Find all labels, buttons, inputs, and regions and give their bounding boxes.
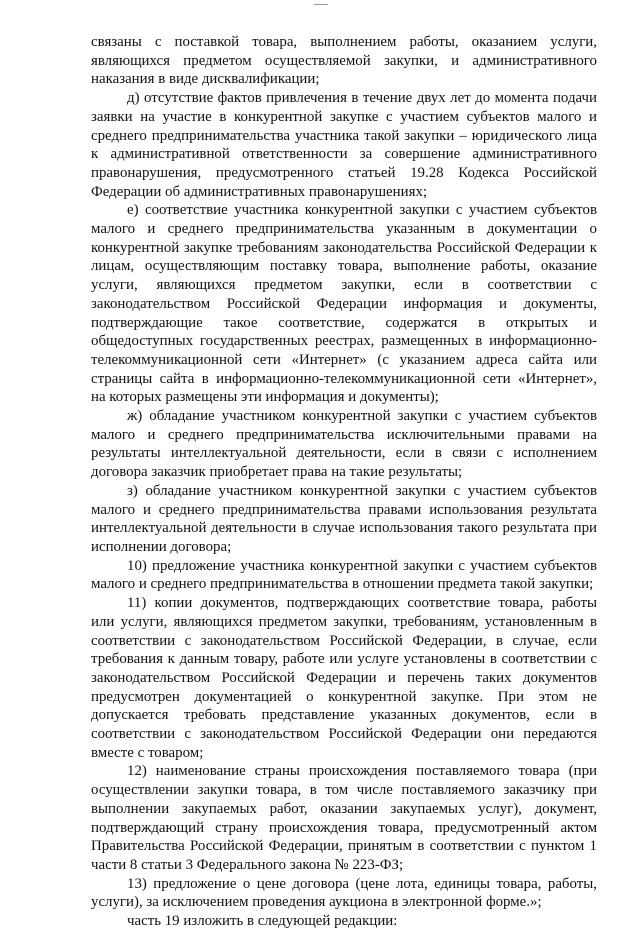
paragraph-continuation: связаны с поставкой товара, выполнением работы, оказанием услуги, являющихся предметом осуществляемой закупки, и административного наказания в виде дисквалификации;: [91, 34, 597, 88]
paragraph-13: 13) предложение о цене договора (цене лота, единицы товара, работы, услуги), за исключением проведения аукциона в электронной форме.»;: [91, 875, 597, 911]
document-body: [91, 33, 597, 931]
paragraph-zh: ж) обладание участником конкурентной закупки с участием субъектов малого и среднего предпринимательства исключительными правами на результаты интеллектуальной деятельности, если в связи с исполнением договора заказчик приобретает права на такие результаты;: [91, 408, 597, 481]
paragraph-e: е) соответствие участника конкурентной закупки с участием субъектов малого и среднего предпринимательства указанным в документации о конкурентной закупке требованиям законодательства Российской Федерации к лицам, осуществляющим поставку товара, выполнение работы, оказание услуги, являющихся предметом закупки, если в соответствии с законодательством Российской Федерации информация и документы, подтверждающие такое соответствие, содержатся в открытых и общедоступных государственных реестрах, размещенных в информационно-телекоммуникационной сети «Интернет» (с указанием адреса сайта или страницы сайта в информационно-телекоммуникационной сети «Интернет», на которых размещены эти информация и документы);: [91, 202, 597, 406]
page-top-mark: [314, 4, 328, 5]
paragraph-part-19: часть 19 изложить в следующей редакции:: [127, 913, 398, 930]
paragraph-10: 10) предложение участника конкурентной закупки с участием субъектов малого и среднего предпринимательства в отношении предмета такой закупки;: [91, 557, 597, 593]
paragraph-z: з) обладание участником конкурентной закупки с участием субъектов малого и среднего предпринимательства правами использования результата интеллектуальной деятельности в случае использования такого результата при исполнении договора;: [91, 482, 597, 555]
paragraph-11: 11) копии документов, подтверждающих соответствие товара, работы или услуги, являющихся предметом закупки, требованиям, установленным в соответствии с законодательством Российской Федерации, в случае, если требования к данным товару, работе или услуге установлены в соответствии с законодательством Российской Федерации и перечень таких документов предусмотрен документацией о конкурентной закупке. При этом не допускается требовать представление указанных документов, если в соответствии с законодательством Российской Федерации они передаются вместе с товаром;: [91, 595, 597, 761]
paragraph-12: 12) наименование страны происхождения поставляемого товара (при осуществлении закупки товара, в том числе поставляемого заказчику при выполнении закупаемых работ, оказании закупаемых услуг), документ, подтверждающий страну происхождения товара, предусмотренный актом Правительства Российской Федерации, принятым в соответствии с пунктом 1 части 8 статьи 3 Федерального закона № 223-ФЗ;: [91, 763, 597, 873]
paragraph-d: д) отсутствие фактов привлечения в течение двух лет до момента подачи заявки на участие в конкурентной закупке с участием субъектов малого и среднего предпринимательства участника такой закупки – юридического лица к административной ответственности за совершение административного правонарушения, предусмотренного статьей 19.28 Кодекса Российской Федерации об административных правонарушениях;: [91, 90, 597, 200]
